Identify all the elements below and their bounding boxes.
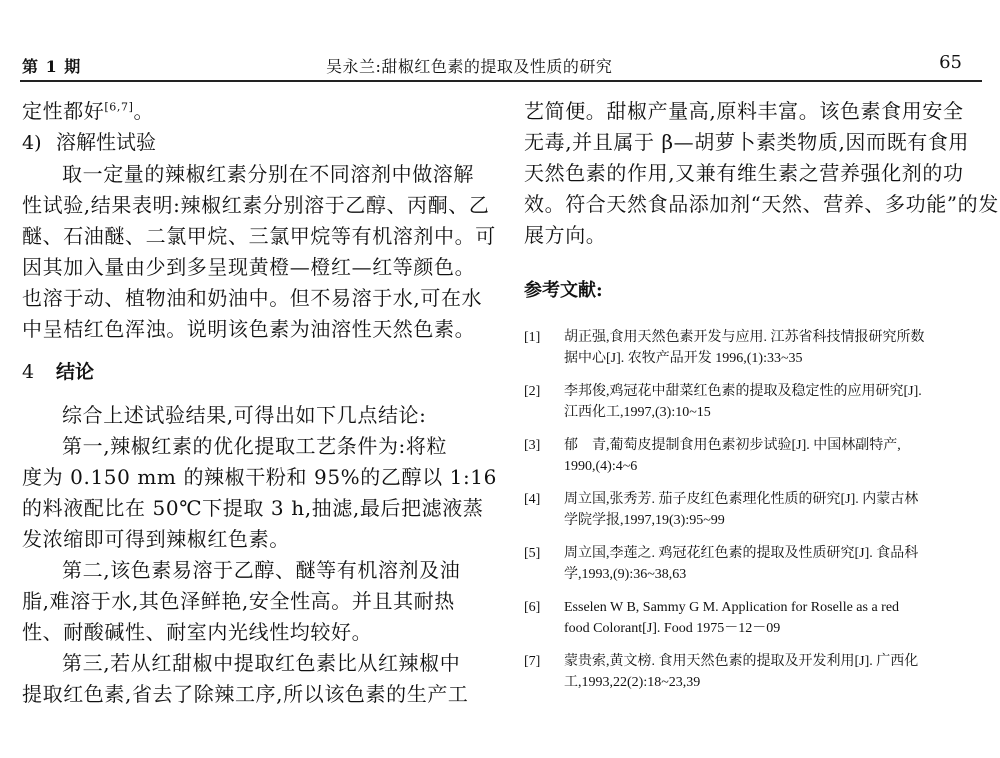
reference-line: food Colorant[J]. Food 1975－12－09 bbox=[564, 621, 781, 636]
reference-item bbox=[524, 597, 984, 639]
reference-line: 工,1993,22(2):18~23,39 bbox=[564, 675, 701, 690]
reference-line: 学,1993,(9):36~38,63 bbox=[564, 567, 687, 582]
text-line: 性试验,结果表明:辣椒红素分别溶于乙醇、丙酮、乙 bbox=[22, 193, 490, 217]
paragraph-second bbox=[22, 555, 484, 648]
reference-line: 蒙贵索,黄文榜. 食用天然色素的提取及开发利用[J]. 广西化 bbox=[564, 654, 919, 669]
text-line: 发浓缩即可得到辣椒红色素。 bbox=[22, 527, 290, 551]
citation: [6,7] bbox=[104, 100, 134, 114]
text-line: 天然色素的作用,又兼有维生素之营养强化剂的功 bbox=[524, 161, 964, 185]
issue-number: 第 1 期 bbox=[22, 57, 82, 76]
section-heading bbox=[22, 357, 484, 388]
reference-line: 周立国,张秀芳. 茄子皮红色素理化性质的研究[J]. 内蒙古林 bbox=[564, 492, 919, 507]
paragraph-first bbox=[22, 431, 497, 555]
references-heading: 参考文献: bbox=[524, 280, 603, 301]
reference-label: [1] bbox=[524, 330, 541, 345]
reference-label: [5] bbox=[524, 546, 541, 561]
text-line: 度为 0.150 mm 的辣椒干粉和 95%的乙醇以 1:16 bbox=[22, 465, 497, 489]
subsection-number: 4) bbox=[22, 132, 42, 154]
section-number: 4 bbox=[22, 361, 35, 383]
reference-item bbox=[524, 651, 984, 693]
text-line: 艺简便。甜椒产量高,原料丰富。该色素食用安全 bbox=[524, 99, 964, 123]
references-list bbox=[524, 327, 984, 693]
reference-label: [4] bbox=[524, 492, 541, 507]
text-line: 因其加入量由少到多呈现黄橙—橙红—红等颜色。 bbox=[22, 255, 476, 279]
text-line: 性、耐酸碱性、耐室内光线性均较好。 bbox=[22, 620, 373, 644]
reference-item bbox=[524, 543, 984, 585]
section-title: 结论 bbox=[56, 361, 95, 383]
reference-line: 胡正强,食用天然色素开发与应用. 江苏省科技情报研究所数 bbox=[564, 330, 925, 345]
text-line: 综合上述试验结果,可得出如下几点结论: bbox=[62, 403, 427, 427]
spacer bbox=[22, 388, 484, 400]
running-title: 吴永兰:甜椒红色素的提取及性质的研究 bbox=[326, 57, 613, 76]
spacer bbox=[22, 345, 484, 357]
reference-line: Esselen W B, Sammy G M. Application for Roselle as a red bbox=[564, 600, 900, 615]
reference-label: [7] bbox=[524, 654, 541, 669]
reference-line: 周立国,李莲之. 鸡冠花红色素的提取及性质研究[J]. 食品科 bbox=[564, 546, 919, 561]
reference-item bbox=[524, 489, 984, 531]
reference-label: [3] bbox=[524, 438, 541, 453]
text-line: 第三,若从红甜椒中提取红色素比从红辣椒中 bbox=[62, 651, 461, 675]
continued-end: 。 bbox=[133, 99, 155, 123]
text-line: 第二,该色素易溶于乙醇、醚等有机溶剂及油 bbox=[62, 558, 461, 582]
subsection-heading bbox=[22, 127, 484, 159]
reference-line: 学院学报,1997,19(3):95~99 bbox=[564, 513, 725, 528]
text-line: 脂,难溶于水,其色泽鲜艳,安全性高。并且其耐热 bbox=[22, 589, 455, 613]
page-number: 65 bbox=[939, 52, 962, 73]
reference-item bbox=[524, 435, 984, 477]
reference-line: 江西化工,1997,(3):10~15 bbox=[564, 405, 711, 420]
text-line: 中呈桔红色浑浊。说明该色素为油溶性天然色素。 bbox=[22, 317, 476, 341]
reference-line: 李邦俊,鸡冠花中甜菜红色素的提取及稳定性的应用研究[J]. bbox=[564, 384, 922, 399]
text-line: 展方向。 bbox=[524, 223, 607, 247]
text-line: 也溶于动、植物油和奶油中。但不易溶于水,可在水 bbox=[22, 286, 483, 310]
text-line: 的料液配比在 50℃下提取 3 h,抽滤,最后把滤液蒸 bbox=[22, 496, 484, 520]
reference-label: [6] bbox=[524, 600, 541, 615]
reference-line: 郁 青,葡萄皮提制食用色素初步试验[J]. 中国林副特产, bbox=[564, 438, 901, 453]
reference-label: [2] bbox=[524, 384, 541, 399]
reference-item bbox=[524, 381, 984, 423]
paragraph-summary bbox=[22, 400, 484, 431]
paragraph-solubility bbox=[22, 159, 496, 345]
right-column bbox=[524, 96, 999, 705]
reference-line: 1990,(4):4~6 bbox=[564, 459, 638, 474]
left-column bbox=[22, 96, 497, 710]
text-line: 取一定量的辣椒红素分别在不同溶剂中做溶解 bbox=[62, 162, 474, 186]
continued-text: 定性都好 bbox=[22, 99, 105, 123]
reference-item bbox=[524, 327, 984, 369]
paragraph-continued bbox=[524, 96, 999, 251]
text-line: 醚、石油醚、二氯甲烷、三氯甲烷等有机溶剂中。可 bbox=[22, 224, 496, 248]
subsection-title: 溶解性试验 bbox=[56, 130, 156, 154]
text-line: 提取红色素,省去了除辣工序,所以该色素的生产工 bbox=[22, 682, 469, 706]
text-line: 第一,辣椒红素的优化提取工艺条件为:将粒 bbox=[62, 434, 448, 458]
text-line: 效。符合天然食品添加剂“天然、营养、多功能”的发 bbox=[524, 192, 999, 216]
page-header bbox=[22, 48, 980, 80]
spacer bbox=[524, 251, 984, 273]
reference-line: 据中心[J]. 农牧产品开发 1996,(1):33~35 bbox=[564, 351, 803, 366]
header-rule bbox=[20, 80, 982, 82]
text-line: 无毒,并且属于 β—胡萝卜素类物质,因而既有食用 bbox=[524, 130, 970, 154]
continued-sentence bbox=[22, 96, 484, 127]
paragraph-third bbox=[22, 648, 484, 710]
